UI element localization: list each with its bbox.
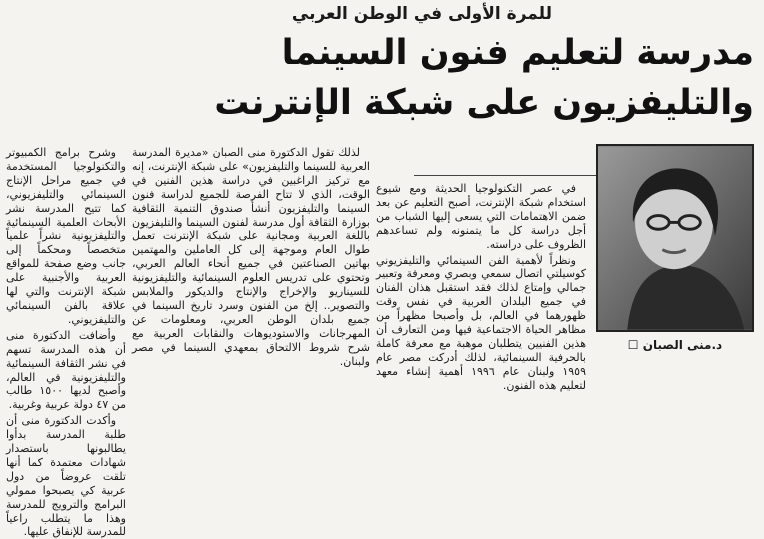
photo-caption: [596, 338, 754, 352]
headline-line-1: مدرسة لتعليم فنون السينما: [281, 33, 754, 73]
headline-line-2: والتليفزيون على شبكة الإنترنت: [214, 83, 754, 123]
paragraph: ونظراً لأهمية الفن السينمائي والتليفزيوني كوسيلتي اتصال سمعي وبصري ومعرفة وتعبير جمالي وإمتاع لذلك فقد استقبل هذان الفنان في جميع البلدان العربية في نفس وقت ظهورهما في العالم، بل وأصبحا مظهراً من مظاهر الحياة الاجتماعية فيها ومن التعارف أن هذين الفنيين يتطلبان موهبة مع معرفة كاملة بالحرفية السينمائية، لذلك أدركت مصر عام ١٩٥٩ ولبنان عام ١٩٩٦ أهمية إنشاء معهد لتعليم هذه الفنون.: [376, 253, 586, 392]
article-headline: [214, 28, 754, 128]
article-column-middle: [132, 146, 370, 482]
paragraph: وأكدت الدكتورة منى أن طلبة المدرسة بدأوا يطالبونها باستصدار شهادات معتمدة كما أنها تلقت عروضاً من دول عربية كي يصبحوا ممولي البرامج والترويج للمدرسة وهذا ما يتطلب راعياً للمدرسة للإنفاق عليها.: [6, 414, 126, 539]
article-kicker: للمرة الأولى في الوطن العربي: [291, 4, 552, 24]
article-column-left: [6, 146, 127, 539]
author-photo: [596, 144, 754, 332]
paragraph: وأضافت الدكتورة منى أن هذه المدرسة تسهم في نشر الثقافة السينمائية والتليفزيونية في العالم، وأصبح لديها ١٥٠٠ طالب من ٤٧ دولة عربية وغربية.: [6, 328, 127, 412]
caption-text: د.منى الصبان: [642, 338, 723, 352]
paragraph: وشرح برامج الكمبيوتر والتكنولوجيا المستخدمة في جميع مراحل الإنتاج السينمائي والتليفزيوني، كما تتيح المدرسة نشر الأبحاث العلمية السينمائية والتليفزيونية نشراً علمياً متخصصاً ومحكماً إلى جانب وضع صفحة للمواقع العربية والأجنبية على شبكة الإنترنت والتي لها علاقة بالفن السينمائي والتليفزيوني.: [6, 146, 126, 326]
paragraph: في عصر التكنولوجيا الحديثة ومع شيوع استخدام شبكة الإنترنت، أصبح التعليم عن بعد ضمن الاهتمامات التي يسعى إليها الشباب من أجل دراسة كل ما يتمنونه ولم تساعدهم الظروف على دراسته.: [376, 182, 586, 251]
paragraph: لذلك تقول الدكتورة منى الصبان «مديرة المدرسة العربية للسينما والتليفزيون» على شبكة الإنترنت، إنه مع تركيز الراغبين في دراسة هذين الفنين في الوقت، الذي لا تتاح الفرصة للجميع لدراسة فنون السينما والتليفزيون أنشأ صندوق التنمية الثقافية بوزارة الثقافة أول مدرسة لفنون السينما والتليفزيون باللغة العربية ومجانية على شبكة الإنترنت تعمل طوال العام وموجهة إلى كل العاملين والمهتمين بهاتين الصناعتين في جميع أنحاء العالم العربي، وتحتوي على تدريس العلوم السينمائية والتليفزيونية للسيناريو والإخراج والإنتاج والديكور والملابس والتصوير.. إلخ من الفنون وسرد تاريخ السينما في جميع بلدان الوطن العربي، ومعلومات عن المهرجانات والاستوديوهات والنقابات العربية مع شرح شروط الالتحاق بمعهدي السينما في مصر ولبنان.: [132, 146, 370, 368]
square-bullet-icon: ☐: [627, 338, 643, 352]
portrait-image: [598, 146, 752, 330]
article-column-right: [376, 182, 586, 482]
